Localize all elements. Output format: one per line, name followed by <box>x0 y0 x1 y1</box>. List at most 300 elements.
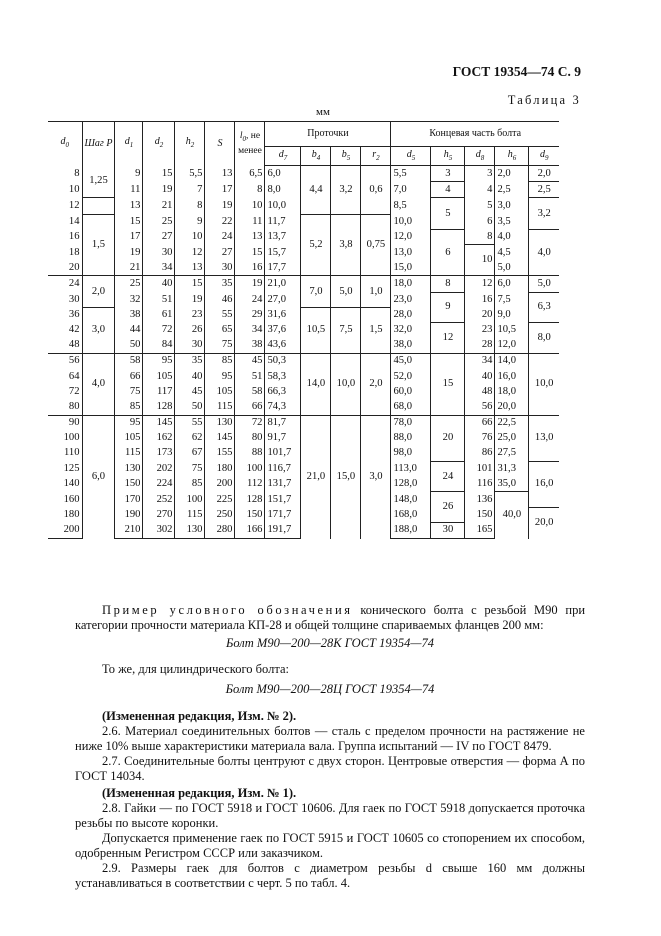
cell-b5: 7,5 <box>331 307 361 353</box>
cell-d8: 23 <box>465 322 495 337</box>
cell-l0: 72 <box>235 415 265 431</box>
cell-d2: 61 <box>143 307 175 322</box>
cell-d0: 10 <box>48 182 82 198</box>
cell-r2: 2,0 <box>361 353 391 415</box>
cell-d1: 190 <box>115 507 143 522</box>
cell-h2: 85 <box>175 476 205 492</box>
cell-b5: 10,0 <box>331 353 361 415</box>
cell-d2: 51 <box>143 292 175 307</box>
cell-d5: 10,0 <box>391 214 431 229</box>
cell-pitch: 2,0 <box>82 276 115 307</box>
cell-pitch: 6,0 <box>82 415 115 539</box>
cell-b5: 3,2 <box>331 166 361 215</box>
cell-h2: 12 <box>175 245 205 260</box>
cell-d1: 105 <box>115 431 143 446</box>
cell-d9: 2,5 <box>529 182 559 198</box>
bolt-designation-conical: Болт М90—200—28К ГОСТ 19354—74 <box>226 636 434 650</box>
cell-d0: 140 <box>48 476 82 492</box>
cell-d8: 76 <box>465 431 495 446</box>
cell-d0: 36 <box>48 307 82 322</box>
cell-b4: 7,0 <box>301 276 331 307</box>
cell-d2: 105 <box>143 369 175 384</box>
cell-d7: 151,7 <box>265 492 301 507</box>
cell-d0: 200 <box>48 522 82 538</box>
cell-d0: 42 <box>48 322 82 337</box>
cell-d9: 10,0 <box>529 353 559 415</box>
cell-d7: 43,6 <box>265 338 301 354</box>
cell-d7: 10,0 <box>265 198 301 214</box>
cell-S: 105 <box>205 384 235 399</box>
cell-d2: 84 <box>143 338 175 354</box>
cell-d7: 191,7 <box>265 522 301 538</box>
cell-d7: 17,7 <box>265 260 301 276</box>
cell-h2: 13 <box>175 260 205 276</box>
cell-S: 46 <box>205 292 235 307</box>
cell-h2: 67 <box>175 446 205 461</box>
cell-S: 13 <box>205 166 235 182</box>
cell-d0: 24 <box>48 276 82 292</box>
cell-pitch: 4,0 <box>82 353 115 415</box>
table-row <box>48 214 559 229</box>
cell-b5: 5,0 <box>331 276 361 307</box>
cell-b4: 10,5 <box>301 307 331 353</box>
cell-d0: 12 <box>48 198 82 214</box>
cell-h6: 6,0 <box>495 276 529 292</box>
cell-d2: 19 <box>143 182 175 198</box>
cell-d2: 117 <box>143 384 175 399</box>
cell-d8: 165 <box>465 522 495 538</box>
cell-d8: 6 <box>465 214 495 229</box>
cell-pitch: 1,5 <box>82 214 115 276</box>
cell-h6: 16,0 <box>495 369 529 384</box>
cell-d2: 224 <box>143 476 175 492</box>
cell-d1: 11 <box>115 182 143 198</box>
cell-h2: 55 <box>175 415 205 431</box>
cell-S: 280 <box>205 522 235 538</box>
cell-S: 17 <box>205 182 235 198</box>
cell-d2: 173 <box>143 446 175 461</box>
cell-S: 200 <box>205 476 235 492</box>
cell-d7: 8,0 <box>265 182 301 198</box>
cell-h6: 20,0 <box>495 399 529 415</box>
paragraph-2-8: 2.8. Гайки — по ГОСТ 5918 и ГОСТ 10606. Для гаек по ГОСТ 5918 допускается проточка резьбы по высоте коронки. <box>75 801 585 831</box>
cell-d2: 34 <box>143 260 175 276</box>
cell-h2: 9 <box>175 214 205 229</box>
cell-h5: 5 <box>431 198 465 229</box>
cell-h2: 10 <box>175 229 205 245</box>
cell-h2: 75 <box>175 461 205 476</box>
dimensions-table <box>48 121 559 539</box>
header-d9: $d_9$ <box>529 147 559 166</box>
cell-d0: 16 <box>48 229 82 245</box>
cell-S: 65 <box>205 322 235 337</box>
cell-h2: 62 <box>175 431 205 446</box>
cell-d8: 28 <box>465 338 495 354</box>
cell-h2: 100 <box>175 492 205 507</box>
cell-d1: 44 <box>115 322 143 337</box>
example-body: конического болта с резьбой М90 при категории прочности материала КП-28 и общей толщине спариваемых фланцев 200 мм: <box>75 603 586 633</box>
cell-d9: 6,3 <box>529 292 559 322</box>
paragraph-2-7: 2.7. Соединительные болты центруют с двух сторон. Центровые отверстия — форма А по ГОСТ 14034. <box>75 754 585 784</box>
cell-d8: 16 <box>465 292 495 307</box>
cell-d1: 9 <box>115 166 143 182</box>
cell-h5: 3 <box>431 166 465 182</box>
cell-d5: 98,0 <box>391 446 431 461</box>
cell-d2: 302 <box>143 522 175 538</box>
cell-d0: 80 <box>48 399 82 415</box>
cell-h5: 26 <box>431 492 465 522</box>
cell-l0: 112 <box>235 476 265 492</box>
table-row <box>48 415 559 431</box>
header-grooves-group: Проточки <box>265 122 391 147</box>
cell-d8: 8 <box>465 229 495 245</box>
cell-d0: 14 <box>48 214 82 229</box>
cell-d5: 45,0 <box>391 353 431 369</box>
cell-d1: 25 <box>115 276 143 292</box>
cell-d0: 125 <box>48 461 82 476</box>
cell-h6: 3,5 <box>495 214 529 229</box>
cell-b4: 14,0 <box>301 353 331 415</box>
cell-h6: 5,0 <box>495 260 529 276</box>
cell-h2: 19 <box>175 292 205 307</box>
cell-h6: 18,0 <box>495 384 529 399</box>
cell-S: 155 <box>205 446 235 461</box>
cell-d5: 113,0 <box>391 461 431 476</box>
cell-d2: 15 <box>143 166 175 182</box>
cell-d1: 19 <box>115 245 143 260</box>
cell-d0: 30 <box>48 292 82 307</box>
cell-S: 30 <box>205 260 235 276</box>
cell-d2: 40 <box>143 276 175 292</box>
header-r2: $r_2$ <box>361 147 391 166</box>
cell-d7: 31,6 <box>265 307 301 322</box>
header-h5: $h_5$ <box>431 147 465 166</box>
cell-h6: 9,0 <box>495 307 529 322</box>
cell-l0: 100 <box>235 461 265 476</box>
cell-d1: 21 <box>115 260 143 276</box>
cell-d5: 8,5 <box>391 198 431 214</box>
header-l0: $l_0$, не менее <box>235 122 265 166</box>
cell-h2: 8 <box>175 198 205 214</box>
cell-d8: 10 <box>465 245 495 276</box>
cell-d8: 3 <box>465 166 495 182</box>
cell-S: 19 <box>205 198 235 214</box>
cell-d0: 90 <box>48 415 82 431</box>
cell-d1: 150 <box>115 476 143 492</box>
cell-r2: 3,0 <box>361 415 391 539</box>
cell-d5: 32,0 <box>391 322 431 337</box>
cell-d8: 4 <box>465 182 495 198</box>
example-label: Пример условного обозначения <box>102 603 353 617</box>
cell-h5: 20 <box>431 415 465 461</box>
cell-d7: 171,7 <box>265 507 301 522</box>
cell-d1: 85 <box>115 399 143 415</box>
cell-pitch <box>82 198 115 214</box>
cell-pitch: 1,25 <box>82 166 115 198</box>
cell-d7: 21,0 <box>265 276 301 292</box>
table-label: Таблица 3 <box>507 93 581 107</box>
cell-h2: 23 <box>175 307 205 322</box>
cell-h2: 40 <box>175 369 205 384</box>
cell-d1: 13 <box>115 198 143 214</box>
cell-d8: 34 <box>465 353 495 369</box>
cell-h5: 12 <box>431 322 465 353</box>
cell-d7: 58,3 <box>265 369 301 384</box>
cell-r2: 0,6 <box>361 166 391 215</box>
cell-l0: 66 <box>235 399 265 415</box>
cell-l0: 6,5 <box>235 166 265 182</box>
cell-h6: 25,0 <box>495 431 529 446</box>
cell-S: 24 <box>205 229 235 245</box>
cell-l0: 15 <box>235 245 265 260</box>
cell-h5: 9 <box>431 292 465 322</box>
header-d8: $d_8$ <box>465 147 495 166</box>
cell-d7: 27,0 <box>265 292 301 307</box>
cell-l0: 150 <box>235 507 265 522</box>
cell-h5: 6 <box>431 229 465 276</box>
cell-d7: 91,7 <box>265 431 301 446</box>
cell-d5: 168,0 <box>391 507 431 522</box>
cell-d5: 23,0 <box>391 292 431 307</box>
cell-r2: 0,75 <box>361 214 391 276</box>
cell-d5: 18,0 <box>391 276 431 292</box>
cell-d5: 28,0 <box>391 307 431 322</box>
header-d7: $d_7$ <box>265 147 301 166</box>
cell-d1: 32 <box>115 292 143 307</box>
table-row <box>48 166 559 182</box>
cell-h5: 4 <box>431 182 465 198</box>
cell-d9: 8,0 <box>529 322 559 353</box>
cell-h6: 3,0 <box>495 198 529 214</box>
header-d0: $d_0$ <box>48 122 82 166</box>
cell-d7: 37,6 <box>265 322 301 337</box>
cell-d5: 68,0 <box>391 399 431 415</box>
cell-l0: 29 <box>235 307 265 322</box>
cell-d8: 40 <box>465 369 495 384</box>
cell-S: 115 <box>205 399 235 415</box>
cell-S: 180 <box>205 461 235 476</box>
cell-d2: 72 <box>143 322 175 337</box>
cell-h6: 2,5 <box>495 182 529 198</box>
header-h6: $h_6$ <box>495 147 529 166</box>
cell-d1: 66 <box>115 369 143 384</box>
cell-S: 55 <box>205 307 235 322</box>
cell-b4: 4,4 <box>301 166 331 215</box>
cell-l0: 13 <box>235 229 265 245</box>
cell-d2: 162 <box>143 431 175 446</box>
cell-h6: 12,0 <box>495 338 529 354</box>
cell-l0: 8 <box>235 182 265 198</box>
table-row <box>48 276 559 292</box>
cell-d8: 150 <box>465 507 495 522</box>
cell-b5: 15,0 <box>331 415 361 539</box>
cell-h6: 4,0 <box>495 229 529 245</box>
cell-d2: 95 <box>143 353 175 369</box>
cell-d9: 3,2 <box>529 198 559 229</box>
cell-l0: 11 <box>235 214 265 229</box>
cell-b4: 21,0 <box>301 415 331 539</box>
cell-h2: 7 <box>175 182 205 198</box>
cell-S: 130 <box>205 415 235 431</box>
cell-d5: 148,0 <box>391 492 431 507</box>
cell-d1: 15 <box>115 214 143 229</box>
table-row <box>48 307 559 322</box>
cell-b5: 3,8 <box>331 214 361 276</box>
cell-h6: 27,5 <box>495 446 529 461</box>
cell-d2: 25 <box>143 214 175 229</box>
cell-d7: 13,7 <box>265 229 301 245</box>
cell-l0: 128 <box>235 492 265 507</box>
cell-d7: 15,7 <box>265 245 301 260</box>
header-S: S <box>205 122 235 166</box>
cell-d0: 100 <box>48 431 82 446</box>
cell-d5: 13,0 <box>391 245 431 260</box>
cell-h5: 30 <box>431 522 465 538</box>
cell-d8: 66 <box>465 415 495 431</box>
cell-h5: 8 <box>431 276 465 292</box>
cell-d9: 16,0 <box>529 461 559 507</box>
cell-d2: 202 <box>143 461 175 476</box>
same-cylindrical: То же, для цилиндрического болта: <box>102 662 289 676</box>
cell-d1: 38 <box>115 307 143 322</box>
header-d2: $d_2$ <box>143 122 175 166</box>
cell-d8: 136 <box>465 492 495 507</box>
cell-d0: 160 <box>48 492 82 507</box>
edit-note-2: (Измененная редакция, Изм. № 2). <box>102 709 297 723</box>
cell-h2: 50 <box>175 399 205 415</box>
cell-l0: 38 <box>235 338 265 354</box>
cell-d9: 20,0 <box>529 507 559 538</box>
cell-l0: 166 <box>235 522 265 538</box>
cell-d0: 20 <box>48 260 82 276</box>
cell-h2: 115 <box>175 507 205 522</box>
cell-h6: 7,5 <box>495 292 529 307</box>
cell-h2: 5,5 <box>175 166 205 182</box>
cell-d0: 64 <box>48 369 82 384</box>
cell-S: 85 <box>205 353 235 369</box>
cell-d5: 38,0 <box>391 338 431 354</box>
cell-l0: 19 <box>235 276 265 292</box>
cell-d8: 5 <box>465 198 495 214</box>
cell-S: 22 <box>205 214 235 229</box>
cell-d1: 50 <box>115 338 143 354</box>
cell-d7: 50,3 <box>265 353 301 369</box>
cell-d2: 27 <box>143 229 175 245</box>
cell-d9: 13,0 <box>529 415 559 461</box>
cell-S: 27 <box>205 245 235 260</box>
cell-l0: 24 <box>235 292 265 307</box>
cell-d8: 101 <box>465 461 495 476</box>
cell-d8: 12 <box>465 276 495 292</box>
cell-d0: 18 <box>48 245 82 260</box>
cell-r2: 1,5 <box>361 307 391 353</box>
cell-d0: 48 <box>48 338 82 354</box>
cell-d7: 66,3 <box>265 384 301 399</box>
cell-d5: 12,0 <box>391 229 431 245</box>
cell-d2: 270 <box>143 507 175 522</box>
cell-d9: 2,0 <box>529 166 559 182</box>
cell-h2: 15 <box>175 276 205 292</box>
cell-d1: 210 <box>115 522 143 538</box>
cell-d5: 78,0 <box>391 415 431 431</box>
cell-d9: 5,0 <box>529 276 559 292</box>
cell-d7: 81,7 <box>265 415 301 431</box>
cell-h6: 31,3 <box>495 461 529 476</box>
table-body <box>48 166 559 539</box>
cell-d1: 130 <box>115 461 143 476</box>
cell-h6: 4,5 <box>495 245 529 260</box>
cell-S: 75 <box>205 338 235 354</box>
cell-d8: 56 <box>465 399 495 415</box>
cell-h2: 35 <box>175 353 205 369</box>
cell-d7: 6,0 <box>265 166 301 182</box>
cell-l0: 80 <box>235 431 265 446</box>
cell-d8: 20 <box>465 307 495 322</box>
cell-d1: 115 <box>115 446 143 461</box>
cell-d2: 145 <box>143 415 175 431</box>
cell-pitch: 3,0 <box>82 307 115 353</box>
cell-l0: 10 <box>235 198 265 214</box>
cell-h6: 14,0 <box>495 353 529 369</box>
cell-d1: 95 <box>115 415 143 431</box>
cell-d2: 21 <box>143 198 175 214</box>
cell-d0: 180 <box>48 507 82 522</box>
cell-d0: 72 <box>48 384 82 399</box>
header-b4: $b_4$ <box>301 147 331 166</box>
cell-d9: 4,0 <box>529 229 559 276</box>
cell-d7: 131,7 <box>265 476 301 492</box>
cell-S: 95 <box>205 369 235 384</box>
cell-d7: 116,7 <box>265 461 301 476</box>
cell-d1: 58 <box>115 353 143 369</box>
cell-S: 145 <box>205 431 235 446</box>
header-d1: $d_1$ <box>115 122 143 166</box>
page-title: ГОСТ 19354—74 С. 9 <box>452 64 581 79</box>
cell-r2: 1,0 <box>361 276 391 307</box>
cell-d2: 30 <box>143 245 175 260</box>
cell-d1: 170 <box>115 492 143 507</box>
cell-d8: 48 <box>465 384 495 399</box>
table-row <box>48 353 559 369</box>
paragraph-2-9: 2.9. Размеры гаек для болтов с диаметром резьбы d свыше 160 мм должны устанавливаться в соответствии с черт. 5 по табл. 4. <box>75 861 585 891</box>
cell-d5: 88,0 <box>391 431 431 446</box>
cell-S: 225 <box>205 492 235 507</box>
paragraph-2-8b: Допускается применение гаек по ГОСТ 5915 и ГОСТ 10605 со стопорением их способом, одобренным Регистром СССР или заказчиком. <box>75 831 585 861</box>
cell-d2: 128 <box>143 399 175 415</box>
cell-d7: 101,7 <box>265 446 301 461</box>
cell-d7: 11,7 <box>265 214 301 229</box>
cell-d5: 15,0 <box>391 260 431 276</box>
cell-d5: 128,0 <box>391 476 431 492</box>
cell-l0: 58 <box>235 384 265 399</box>
cell-d1: 17 <box>115 229 143 245</box>
paragraph-2-6: 2.6. Материал соединительных болтов — сталь с пределом прочности на растяжение не ниже 10% выше характеристики материала вала. Группа испытаний — IV по ГОСТ 8479. <box>75 724 585 754</box>
cell-h2: 45 <box>175 384 205 399</box>
cell-h6: 40,0 <box>495 492 529 539</box>
header-end-group: Концевая часть болта <box>391 122 559 147</box>
cell-d1: 75 <box>115 384 143 399</box>
edit-note-1: (Измененная редакция, Изм. № 1). <box>102 786 297 800</box>
cell-l0: 34 <box>235 322 265 337</box>
cell-l0: 16 <box>235 260 265 276</box>
bolt-designation-cylindrical: Болт М90—200—28Ц ГОСТ 19354—74 <box>225 682 435 696</box>
cell-h6: 2,0 <box>495 166 529 182</box>
header-pitch: Шаг P <box>82 122 115 166</box>
cell-h6: 10,5 <box>495 322 529 337</box>
cell-h2: 30 <box>175 338 205 354</box>
cell-h2: 26 <box>175 322 205 337</box>
cell-d2: 252 <box>143 492 175 507</box>
